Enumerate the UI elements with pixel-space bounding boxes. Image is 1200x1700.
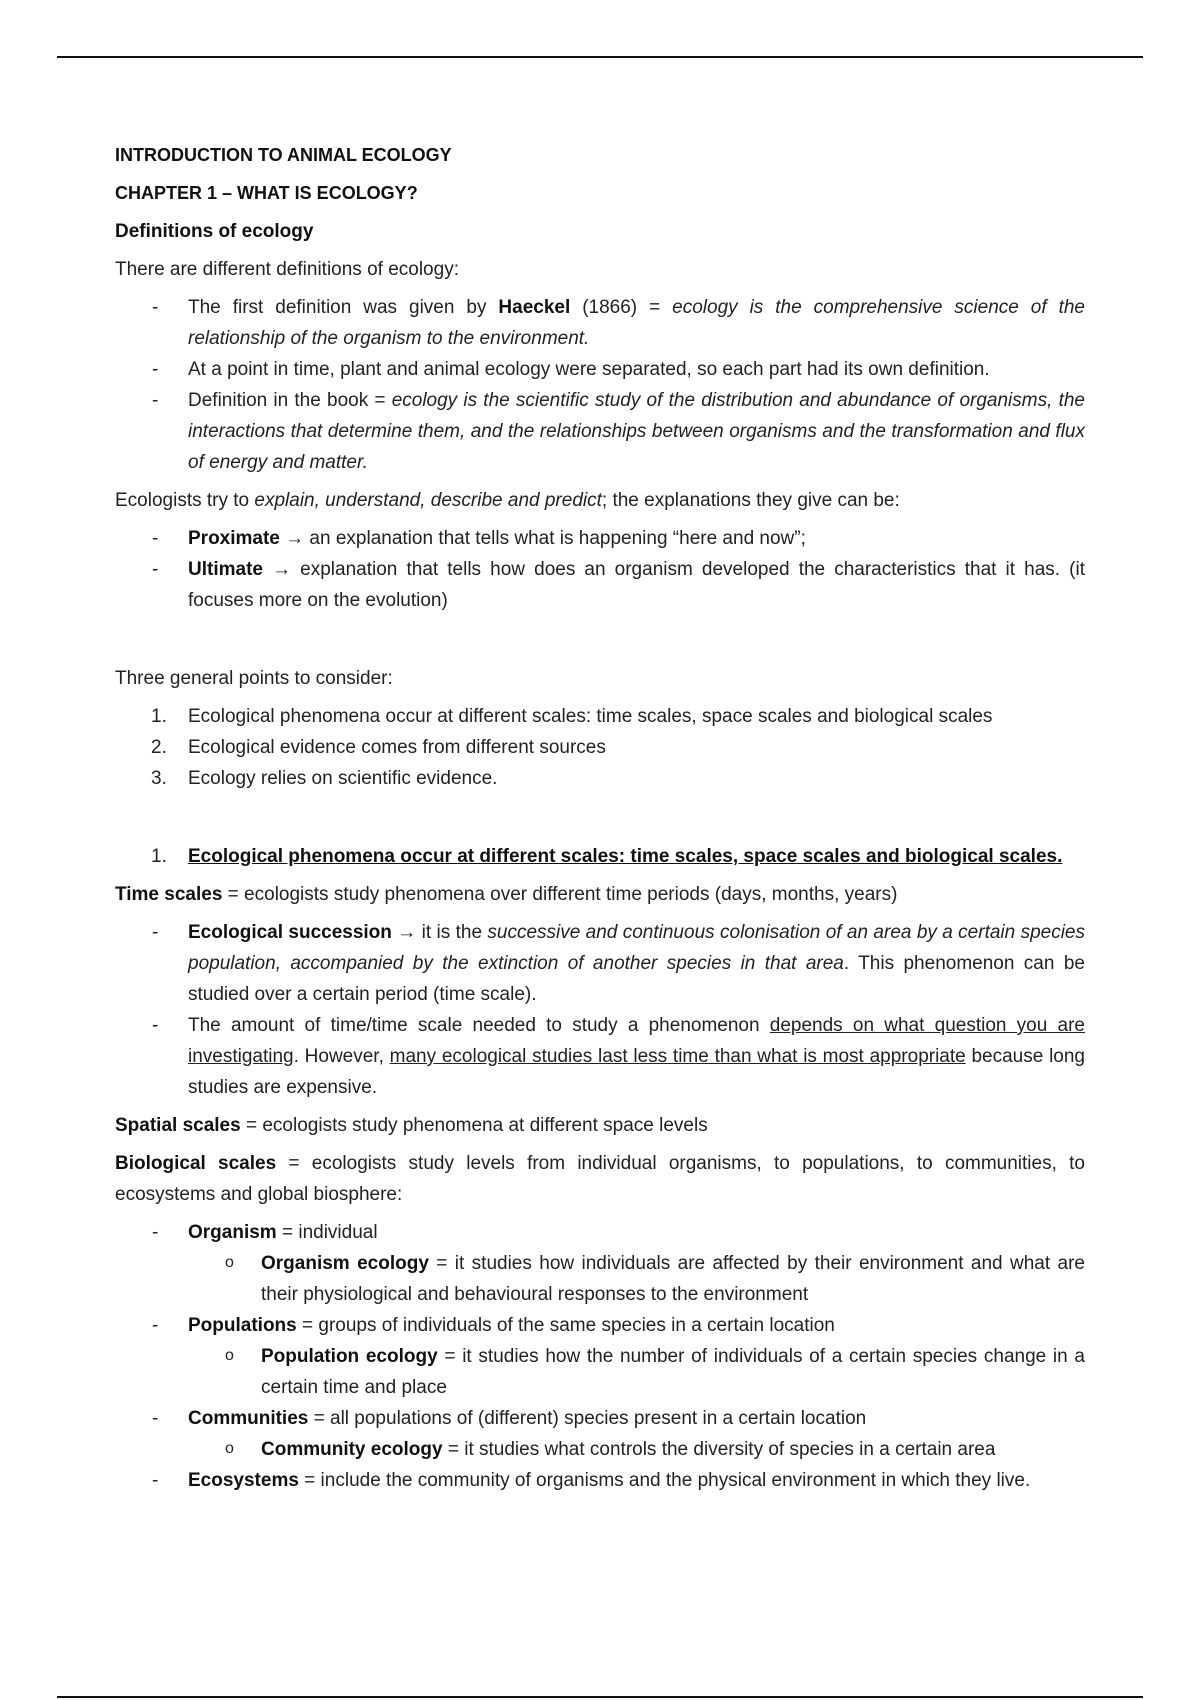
level-ecosystems: - Ecosystems = include the community of organisms and the physical environment in which they live. (115, 1465, 1085, 1496)
explanation-proximate: - Proximate → an explanation that tells what is happening “here and now”; (115, 523, 1085, 554)
section-1-heading: 1. Ecological phenomena occur at different scales: time scales, space scales and biological scales. (151, 846, 1063, 867)
population-ecology-item: o Population ecology = it studies how the number of individuals of a certain species change in a certain time and place (188, 1341, 1085, 1403)
point-item: 3. Ecology relies on scientific evidence. (151, 768, 498, 789)
biological-scales-paragraph: Biological scales = ecologists study levels from individual organisms, to populations, to communities, to ecosystems and global biosphere: (115, 1153, 1085, 1205)
explanation-ultimate: - Ultimate → explanation that tells how does an organism developed the characteristics that it has. (it focuses more on the evolution) (115, 554, 1085, 616)
definitions-intro: There are different definitions of ecology: (115, 259, 459, 280)
spatial-scales-paragraph: Spatial scales = ecologists study phenomena at different space levels (115, 1115, 708, 1136)
biological-levels-list (115, 1217, 1085, 1496)
points-intro: Three general points to consider: (115, 668, 393, 689)
header-rule (57, 56, 1143, 58)
level-populations: - Populations = groups of individuals of the same species in a certain location o Population ecology = it studies how the number of individuals of a certain species change in a certain time and place (115, 1310, 1085, 1403)
footer-rule (57, 1696, 1143, 1698)
time-scales-paragraph: Time scales = ecologists study phenomena over different time periods (days, months, years) (115, 884, 898, 905)
chapter-title: CHAPTER 1 – WHAT IS ECOLOGY? (115, 183, 418, 203)
level-organism: - Organism = individual o Organism ecology = it studies how individuals are affected by their environment and what are their physiological and behavioural responses to the environment (115, 1217, 1085, 1310)
definition-separated: - At a point in time, plant and animal ecology were separated, so each part had its own definition. (115, 354, 1085, 385)
time-scales-list (115, 917, 1085, 1103)
explanations-list (115, 523, 1085, 616)
time-amount-item: - The amount of time/time scale needed to study a phenomenon depends on what question you are investigating. However, many ecological studies last less time than what is most appropriate because long studies are expensive. (115, 1010, 1085, 1103)
points-list (115, 701, 1085, 794)
document-title: INTRODUCTION TO ANIMAL ECOLOGY (115, 145, 452, 165)
definition-book: - Definition in the book = ecology is the scientific study of the distribution and abundance of organisms, the interactions that determine them, and the relationships between organisms and the transformation and flux of energy and matter. (115, 385, 1085, 478)
point-item: 1. Ecological phenomena occur at different scales: time scales, space scales and biological scales (151, 706, 993, 727)
explanations-intro: Ecologists try to explain, understand, describe and predict; the explanations they give can be: (115, 490, 900, 511)
organism-ecology-item: o Organism ecology = it studies how individuals are affected by their environment and what are their physiological and behavioural responses to the environment (188, 1248, 1085, 1310)
point-item: 2. Ecological evidence comes from different sources (151, 737, 606, 758)
community-ecology-item: o Community ecology = it studies what controls the diversity of species in a certain area (188, 1434, 1085, 1465)
ecological-succession-item: - Ecological succession → it is the successive and continuous colonisation of an area by a certain species population, accompanied by the extinction of another species in that area. This phenomenon can be studied over a certain period (time scale). (115, 917, 1085, 1010)
definitions-heading: Definitions of ecology (115, 221, 314, 242)
definition-haeckel: - The first definition was given by Haeckel (1866) = ecology is the comprehensive science of the relationship of the organism to the environment. (115, 292, 1085, 354)
document-body (115, 140, 1085, 1503)
definitions-list (115, 292, 1085, 478)
level-communities: - Communities = all populations of (different) species present in a certain location o Community ecology = it studies what controls the diversity of species in a certain area (115, 1403, 1085, 1465)
